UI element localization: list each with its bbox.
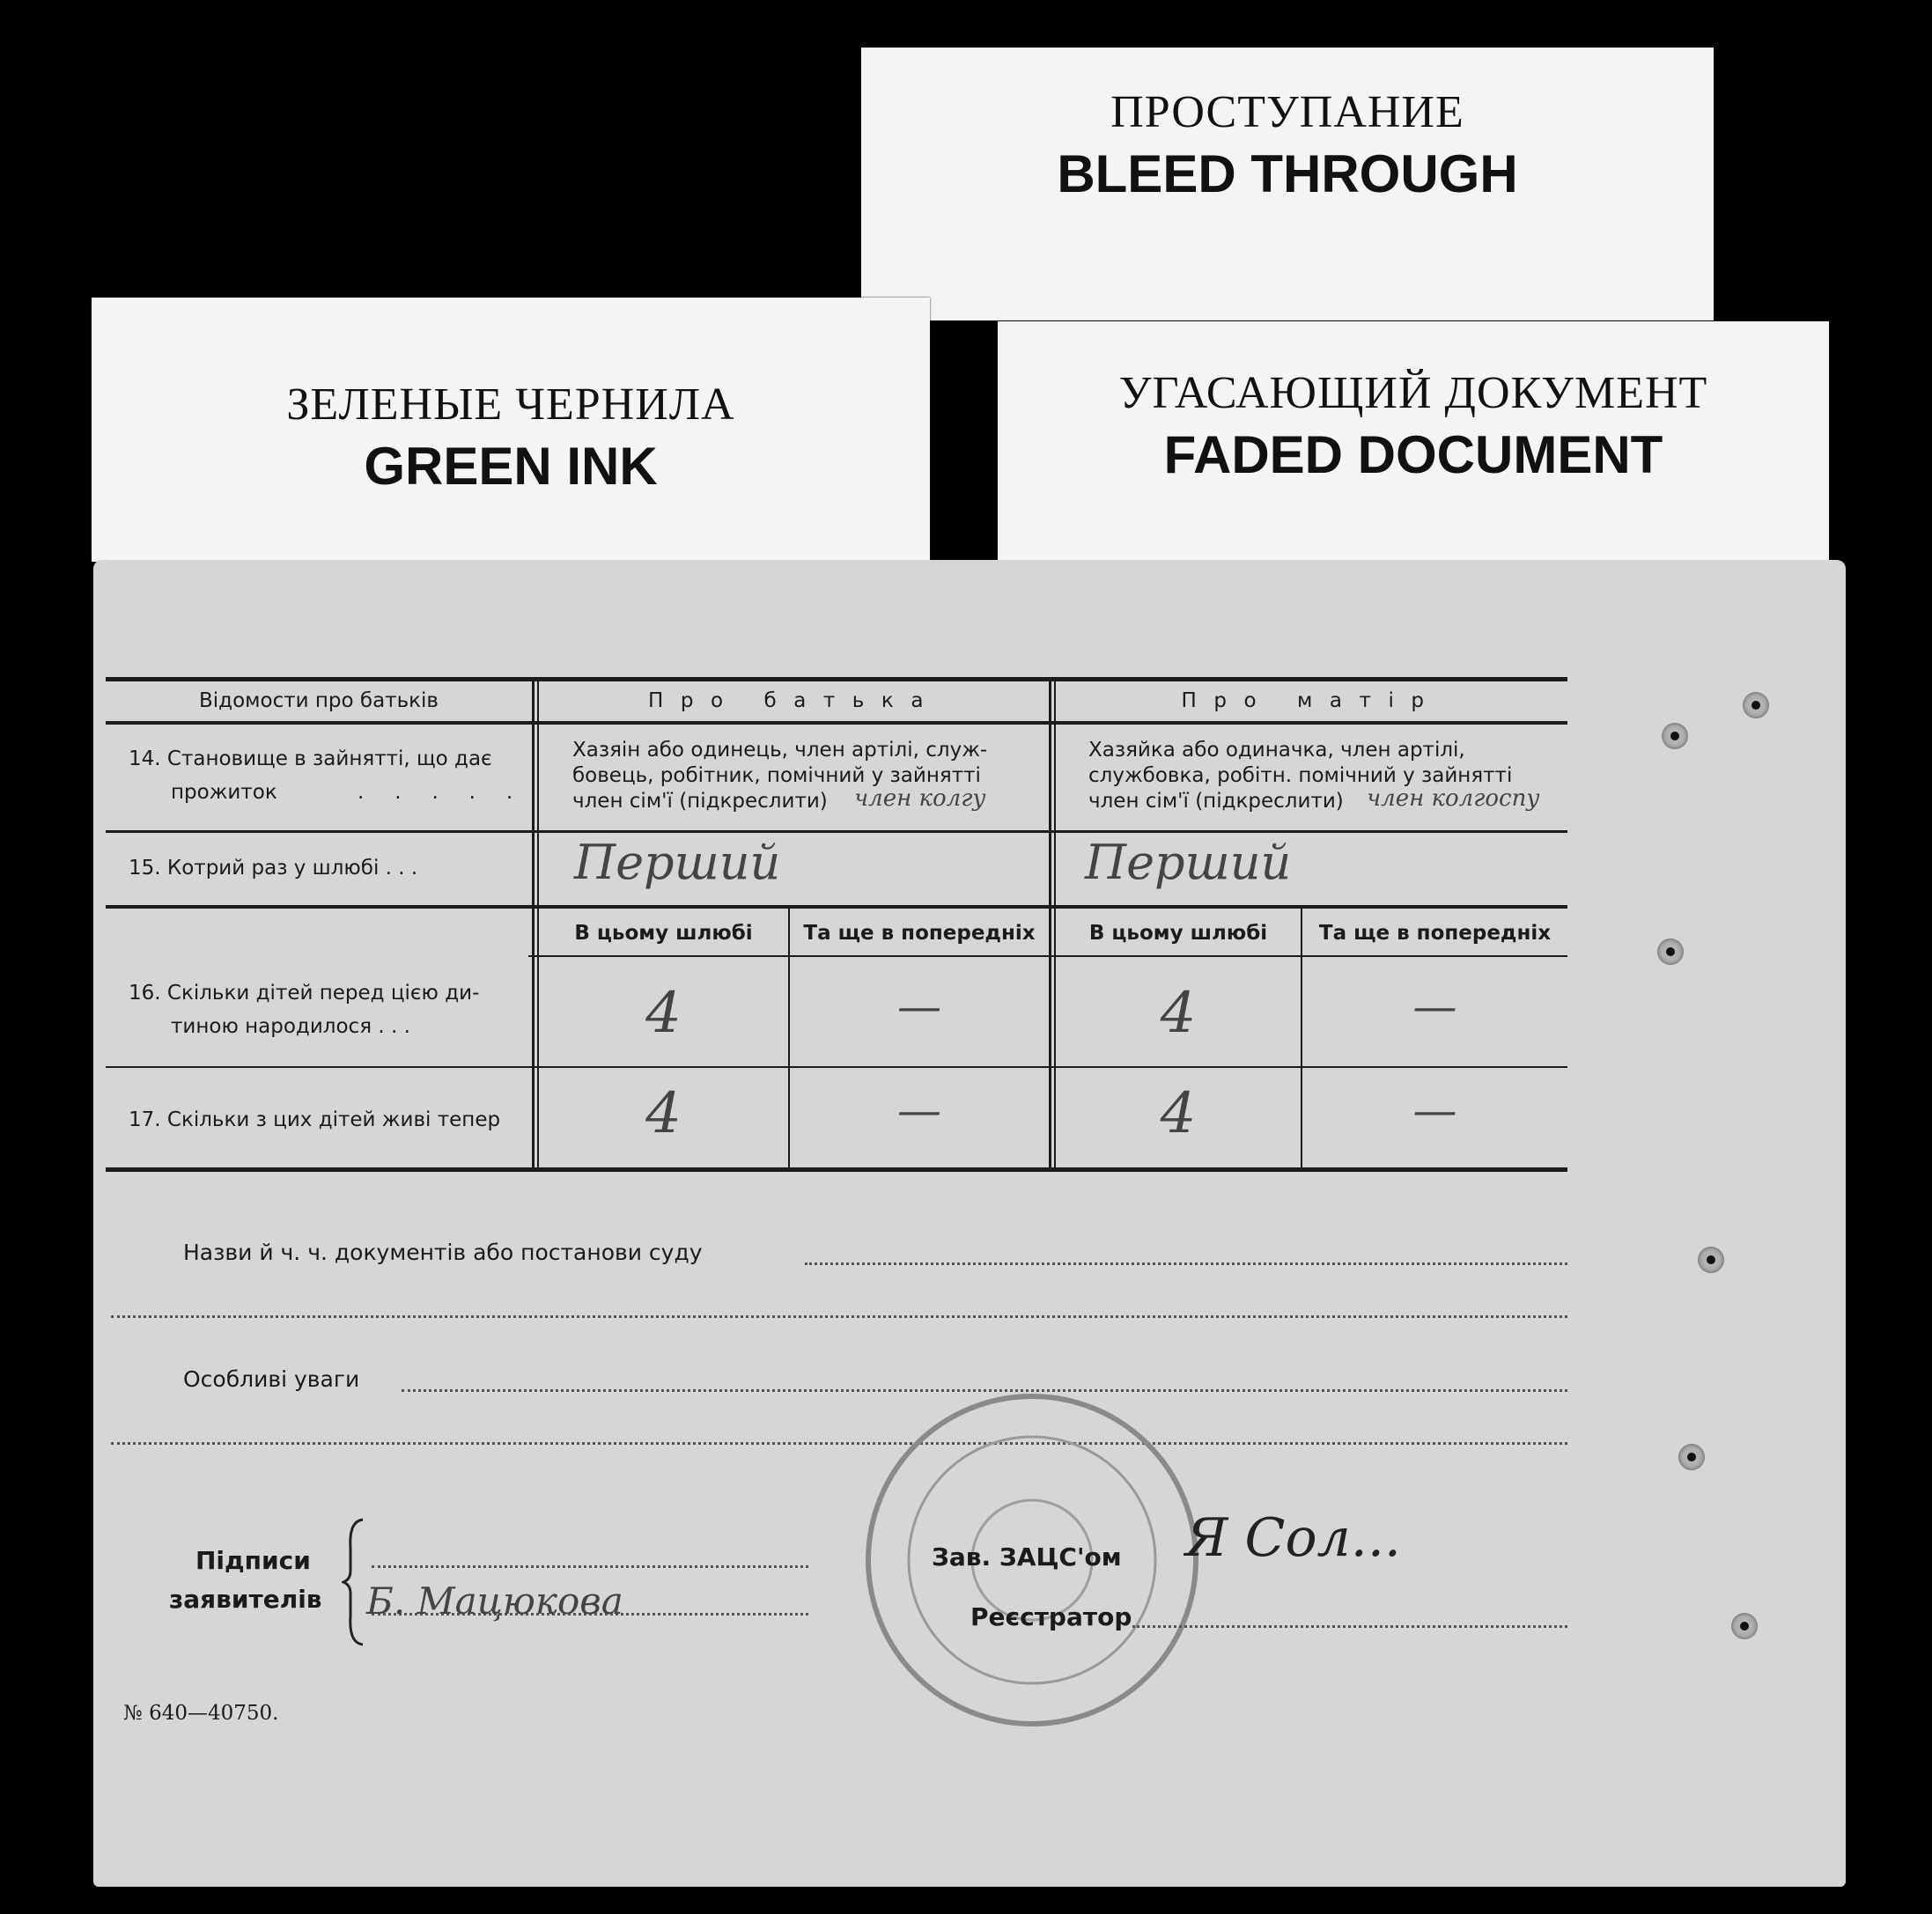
green-ink-en: GREEN INK (364, 437, 658, 496)
row14-father-handwriting: член колгу (854, 785, 986, 812)
faded-document-card (998, 321, 1829, 575)
row17-father-this: 4 (645, 1081, 682, 1146)
bleed-through-card (861, 48, 1714, 320)
row17-label: 17. Скільки з цих дітей живі тепер (129, 1108, 501, 1131)
bleed-through-en: BLEED THROUGH (1057, 144, 1518, 203)
row16-mother-previous: — (1412, 981, 1457, 1032)
documents-label: Назви й ч. ч. документів або постанови суду (183, 1240, 703, 1265)
row15-mother-handwriting: Перший (1085, 835, 1292, 890)
table-bottom-rule (106, 1167, 1567, 1172)
sub-mother-this-marriage: В цьому шлюбі (1088, 922, 1268, 945)
punch-hole (1662, 723, 1688, 749)
row14-father-line2: бовець, робітник, помічний у зайнятті (572, 764, 981, 787)
documents-line-2 (111, 1315, 1567, 1318)
row15-rule (106, 905, 1567, 909)
row14-mother-line1: Хазяйка або одиначка, член артілі, (1088, 739, 1465, 762)
row16-mother-this: 4 (1160, 981, 1197, 1046)
row15-label: 15. Котрий раз у шлюбі . . . (129, 857, 418, 880)
signatures-label: Підписи (195, 1546, 311, 1575)
row14-label-dots: . . . . . (358, 781, 525, 804)
bleed-through-ru: ПРОСТУПАНИЕ (1110, 87, 1464, 137)
row14-rule (106, 830, 1567, 833)
punch-hole (1743, 692, 1769, 718)
row17-mother-this: 4 (1160, 1081, 1197, 1146)
row17-mother-previous: — (1412, 1085, 1457, 1136)
sub-father-previous: Та ще в попередніх (803, 922, 1036, 945)
applicant-signature: Б. Мацюкова (366, 1579, 623, 1623)
header-parents: Відомости про батьків (199, 689, 439, 712)
punch-hole (1657, 939, 1684, 965)
row16-father-previous: — (897, 981, 941, 1032)
row16-rule (106, 1066, 1567, 1068)
row14-father-line3: член сім'ї (підкреслити) (572, 790, 828, 813)
row15-father-handwriting: Перший (574, 835, 781, 890)
row14-label: 14. Становище в зайнятті, що дає (129, 747, 492, 770)
header-rule (106, 721, 1567, 725)
registrar-label: Реєстратор (970, 1602, 1132, 1631)
subheader-rule (528, 955, 1567, 957)
punch-hole (1731, 1613, 1758, 1639)
registry-form (93, 560, 1846, 1887)
punch-hole (1698, 1247, 1724, 1273)
faded-document-ru: УГАСАЮЩИЙ ДОКУМЕНТ (1118, 368, 1708, 418)
notes-label: Особливі уваги (183, 1366, 360, 1392)
head-label: Зав. ЗАЦС'ом (932, 1542, 1122, 1572)
row14-mother-handwriting: член колгоспу (1367, 785, 1540, 812)
green-ink-ru: ЗЕЛЕНЫЕ ЧЕРНИЛА (286, 379, 735, 430)
row14-mother-line3: член сім'ї (підкреслити) (1088, 790, 1344, 813)
row14-father-line1: Хазяін або одинець, член артілі, служ- (572, 739, 988, 762)
col-divider-1a (532, 681, 535, 1169)
sub-mother-previous: Та ще в попередніх (1318, 922, 1552, 945)
documents-line-1 (805, 1263, 1567, 1265)
col-divider-2a (1049, 681, 1051, 1169)
row16-label-cont: тиною народилося . . . (171, 1015, 410, 1038)
table-top-rule (106, 677, 1567, 681)
header-mother: Про матір (1181, 689, 1442, 712)
signature-line-1 (372, 1565, 808, 1568)
row17-father-previous: — (897, 1085, 941, 1136)
row16-father-this: 4 (645, 981, 682, 1046)
notes-line-2 (111, 1442, 1567, 1445)
sub-father-this-marriage: В цьому шлюбі (574, 922, 753, 945)
green-ink-card (92, 298, 930, 562)
applicants-label: заявителів (169, 1585, 322, 1614)
head-signature: Я Сол... (1185, 1507, 1401, 1569)
punch-hole (1678, 1444, 1705, 1470)
row14-mother-line2: службовка, робітн. помічний у зайнятті (1088, 764, 1513, 787)
row14-label-cont: прожиток (171, 781, 277, 804)
header-father: Про батька (648, 689, 940, 712)
row16-label: 16. Скільки дітей перед цією ди- (129, 982, 480, 1005)
registrar-line (1132, 1625, 1567, 1628)
faded-document-en: FADED DOCUMENT (1163, 425, 1663, 484)
signatures-brace (342, 1516, 368, 1648)
form-number: № 640—40750. (123, 1702, 279, 1725)
